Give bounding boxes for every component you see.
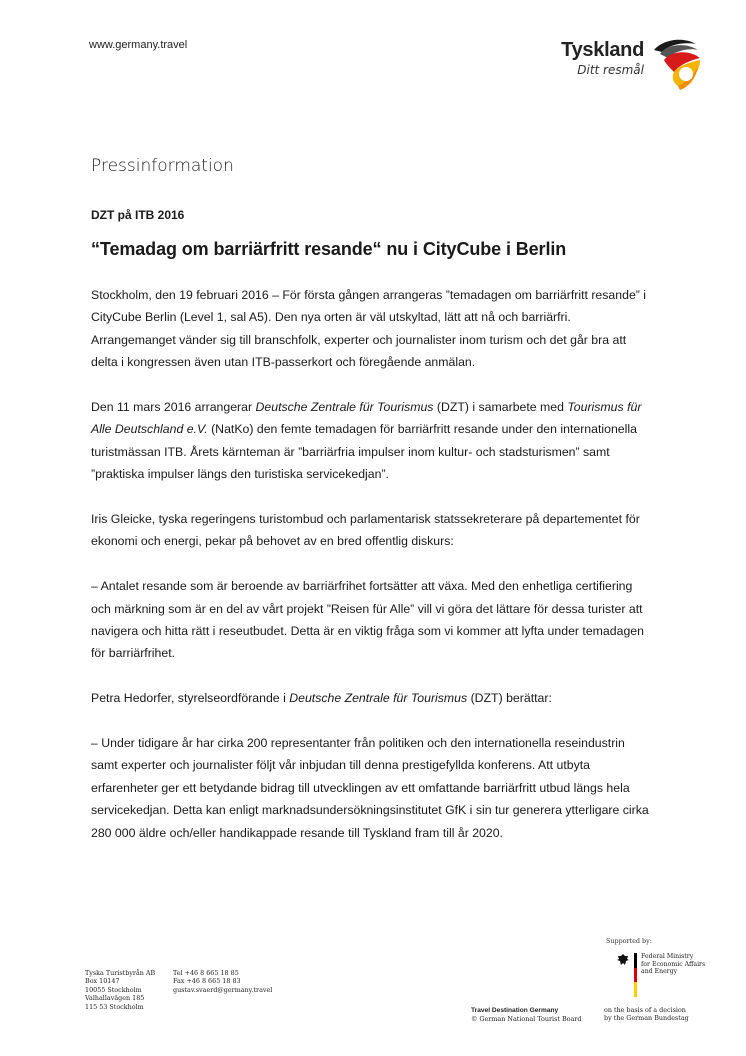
italic-run: Deutsche Zentrale für Tourismus xyxy=(255,400,434,415)
text-run: – Antalet resande som är beroende av barriärfrihet fortsätter att växa. Med den enhetliga certifiering och märkning som är en del av vårt projekt ”Reisen für Alle” vill vi göra det lättare för dessa turister att navigera och hitta rätt i reseutbudet. Detta är en viktig fråga som vi kommer att lyfta under temadagen för barriärfrihet. xyxy=(91,579,644,661)
body-paragraph xyxy=(91,687,651,709)
section-label: Pressinformation xyxy=(91,156,234,176)
footer-tdg xyxy=(471,1006,581,1024)
kicker: DZT på ITB 2016 xyxy=(91,208,185,222)
text-run: Stockholm, den 19 februari 2016 – För första gången arrangeras ”temadagen om barriärfritt resande” i CityCube Berlin (Level 1, sal A5). Den nya orten är väl utskyltad, lätt att nå och barriärfri. Arrangemanget vänder sig till branschfolk, experter och journalister inom turism och det går bra att delta i kongressen även utan ITB-passerkort och föregående anmälan. xyxy=(91,288,647,370)
federal-eagle-icon xyxy=(617,953,629,967)
footer-address-line: 10055 Stockholm xyxy=(85,985,142,994)
ministry-logo xyxy=(617,953,712,997)
footer-phone: Tel +46 8 665 18 85 xyxy=(173,969,239,977)
logo-wordmark: Tyskland xyxy=(561,39,644,61)
footer-email-link[interactable]: gustav.svaerd@germany.travel xyxy=(173,985,273,994)
footer-address xyxy=(85,969,155,1011)
germany-travel-swirl-icon xyxy=(650,36,702,92)
footer-contact xyxy=(173,969,272,994)
footer-fax: Fax +46 8 665 18 83 xyxy=(173,977,241,986)
footer-address-line: Tyska Turistbyrån AB xyxy=(85,969,156,977)
body-paragraph xyxy=(91,284,651,374)
text-run: Iris Gleicke, tyska regeringens turistombud och parlamentarisk statssekreterare på departementet för ekonomi och energi, pekar på behovet av en bred offentlig diskurs: xyxy=(91,512,640,549)
article-body xyxy=(91,284,651,866)
german-flag-stripe xyxy=(634,953,637,997)
footer-address-line: Valhallavägen 185 xyxy=(85,994,145,1003)
text-run: (DZT) i samarbete med xyxy=(433,400,568,415)
body-paragraph xyxy=(91,732,651,844)
text-run: (DZT) berättar: xyxy=(467,691,552,706)
body-paragraph xyxy=(91,575,651,665)
supported-by-label: Supported by: xyxy=(606,937,652,945)
text-run: Den 11 mars 2016 arrangerar xyxy=(91,400,256,415)
ministry-line: Federal Ministry xyxy=(641,953,694,960)
footer-address-line: Box 10147 xyxy=(85,977,120,986)
ministry-line: for Economic Affairs xyxy=(641,960,706,968)
ministry-line: and Energy xyxy=(641,968,678,976)
tdg-sub: © German National Tourist Board xyxy=(471,1015,582,1024)
text-run: Petra Hedorfer, styrelseordförande i xyxy=(91,691,290,706)
basis-line: by the German Bundestag xyxy=(604,1014,689,1023)
tyskland-logo xyxy=(552,36,702,92)
italic-run: Deutsche Zentrale für Tourismus xyxy=(289,691,468,706)
footer-address-line: 115 53 Stockholm xyxy=(85,1002,144,1011)
tdg-name: Travel Destination Germany xyxy=(471,1007,559,1014)
body-paragraph xyxy=(91,396,651,486)
body-paragraph xyxy=(91,508,651,553)
basis-line: on the basis of a decision xyxy=(604,1006,686,1014)
italic-run: Tourismus für Alle Deutschland e.V. xyxy=(91,400,642,437)
headline: “Temadag om barriärfritt resande“ nu i CityCube i Berlin xyxy=(91,239,567,259)
footer-bundestag-basis xyxy=(604,1006,689,1023)
text-run: – Under tidigare år har cirka 200 representanter från politiken och den internationella reseindustrin samt experter och journalister följt vår inbjudan till denna prestigefyllda konferens. Att utbyta erfarenheter ger ett betydande bidrag till utvecklingen av ett omfattande barriärfritt utbud längs hela servicekedjan. Detta kan enligt marknadsundersökningsinstitutet GfK i sin tur generera ytterligare cirka 280 000 äldre och/eller handikappade resande till Tyskland fram till år 2020. xyxy=(91,736,649,840)
logo-tagline: Ditt resmål xyxy=(577,63,644,77)
text-run: (NatKo) den femte temadagen för barriärfritt resande under den internationella turistmässan ITB. Årets kärnteman är ”barriärfria impulser inom kultur- och stadsturismen” samt ”praktiska impulser längs den turistiska servicekedjan”. xyxy=(91,422,637,482)
website-url: www.germany.travel xyxy=(89,39,188,51)
